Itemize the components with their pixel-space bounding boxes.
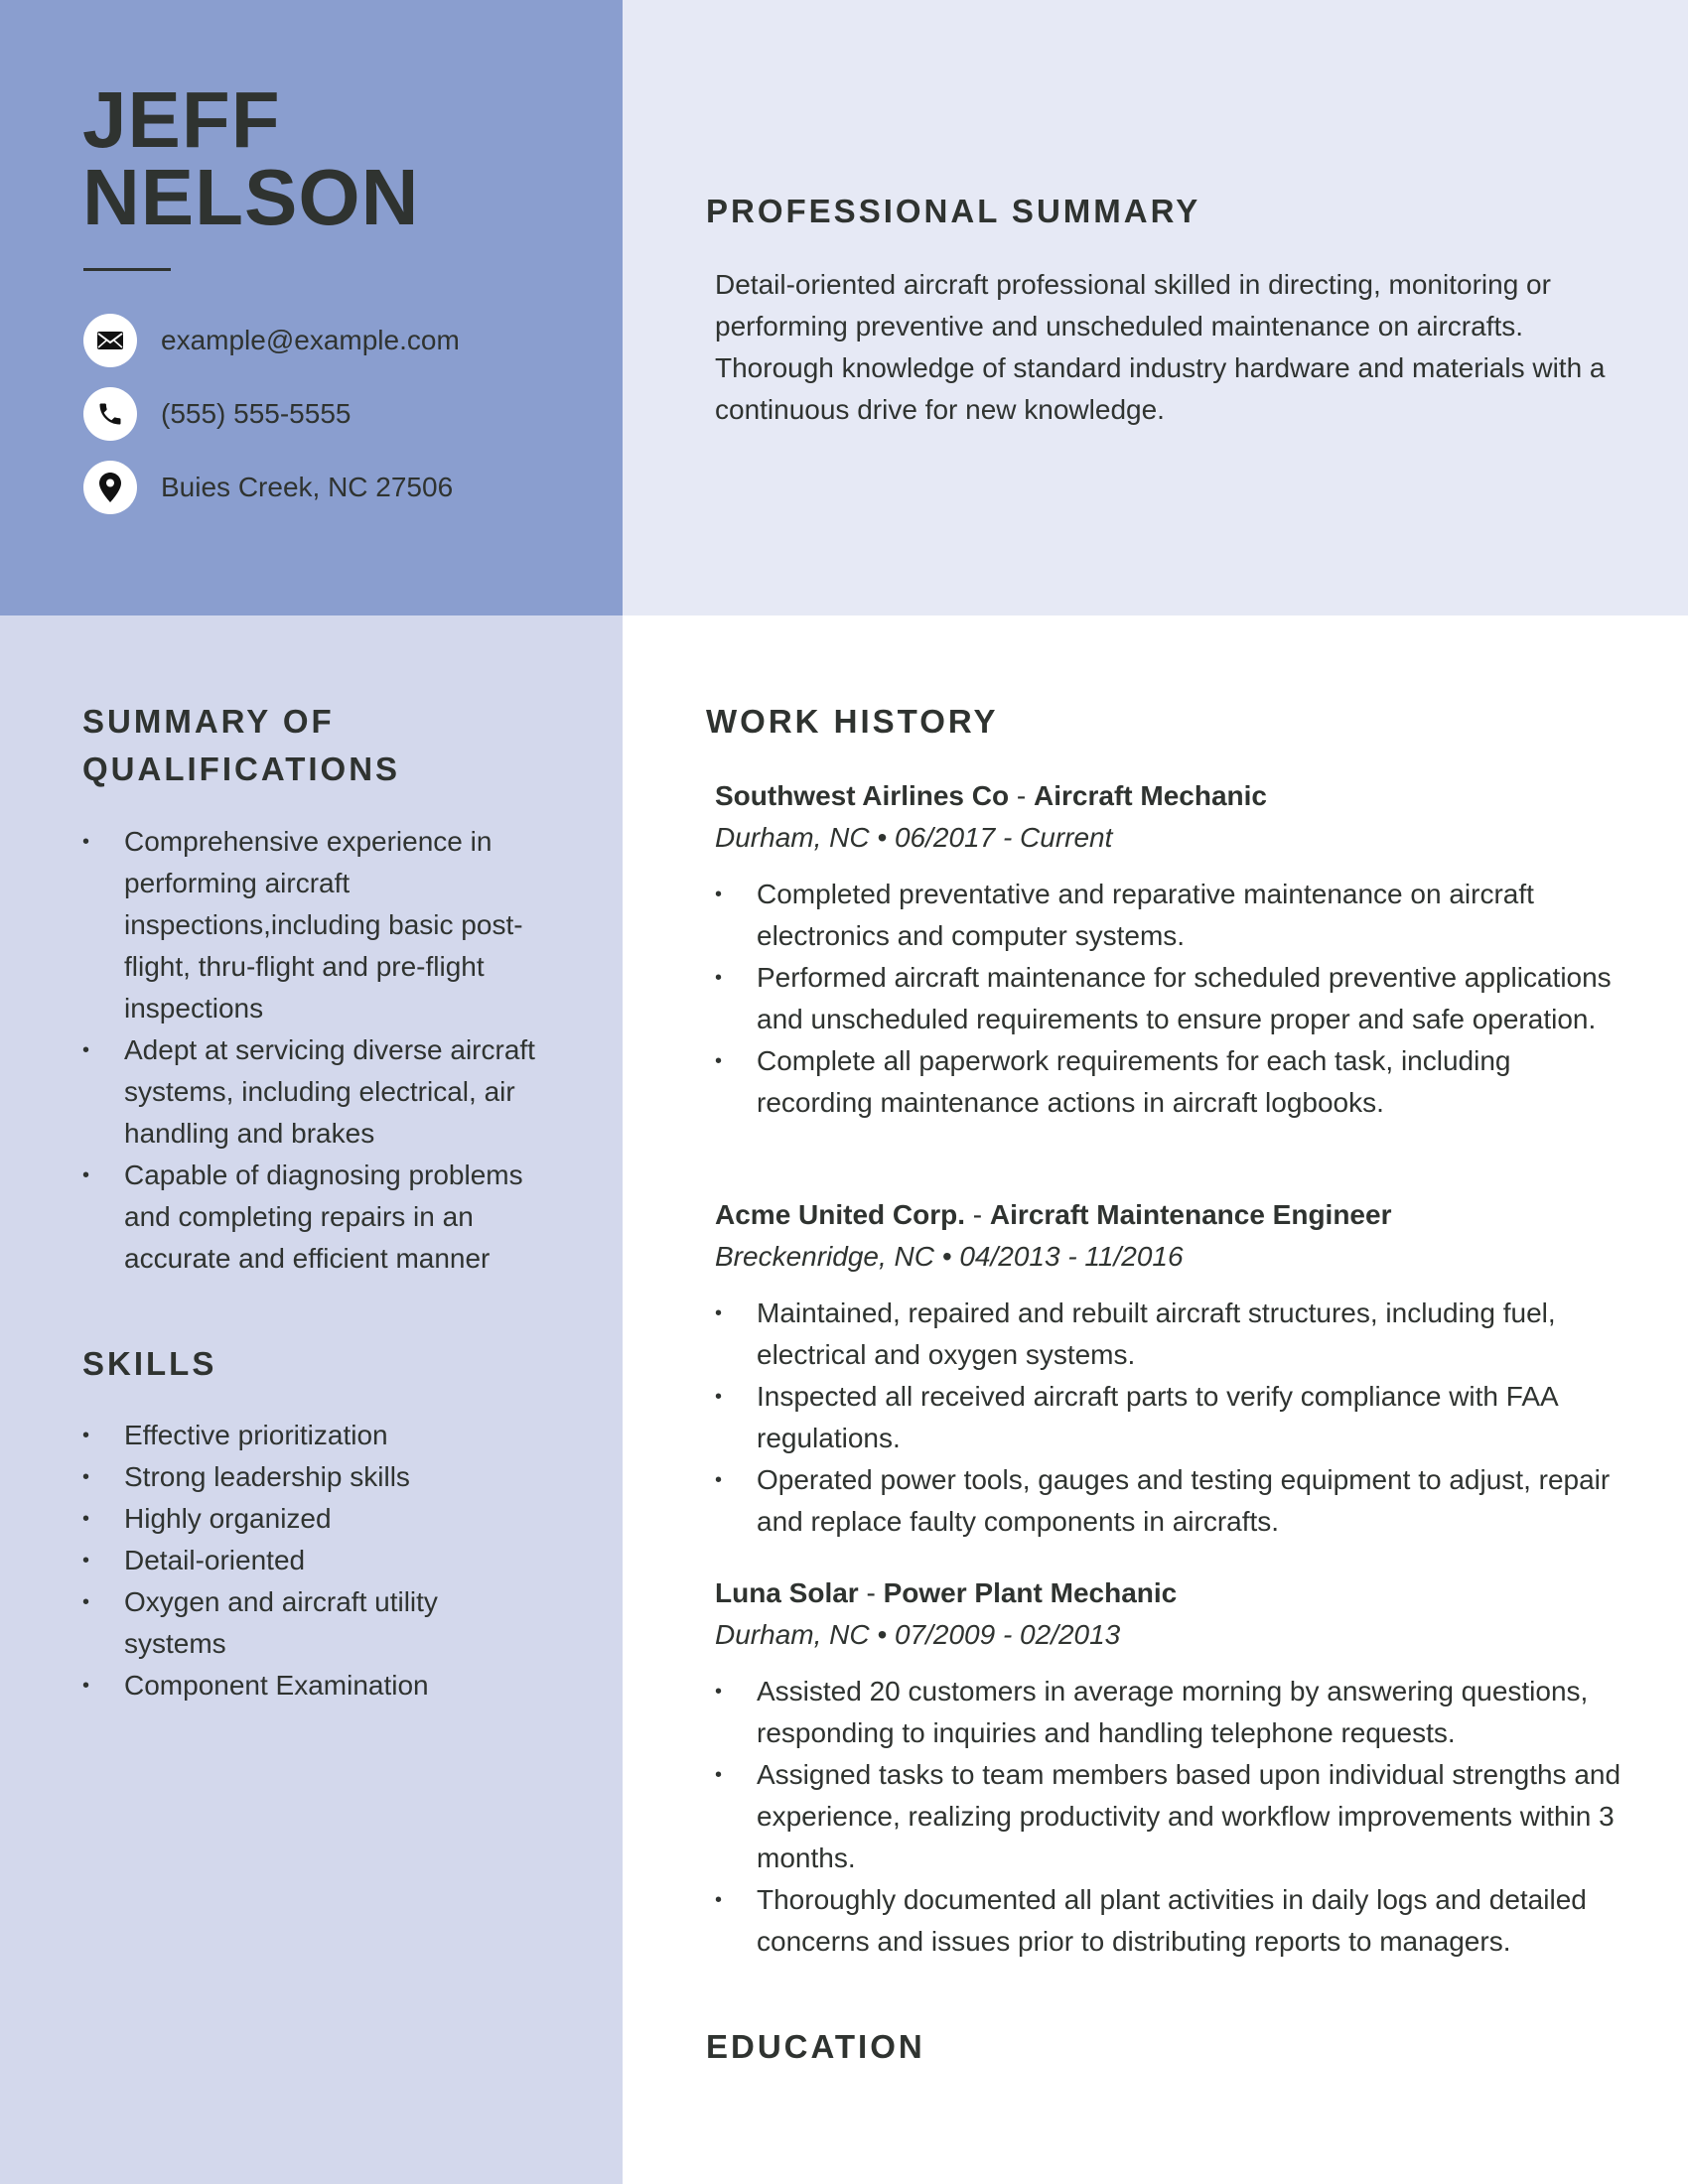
list-item: • Strong leadership skills [82, 1456, 499, 1498]
job-title-line [715, 1572, 1177, 1614]
phone-icon [83, 387, 137, 441]
contact-email[interactable] [83, 313, 460, 368]
phone-text: (555) 555-5555 [161, 398, 352, 429]
education-heading: EDUCATION [706, 2028, 925, 2065]
list-item: • Complete all paperwork requirements for each task, including recording maintenance actions in aircraft logbooks. [715, 1040, 1628, 1124]
job-bullets [715, 874, 1628, 1124]
job-title-line [715, 775, 1267, 817]
skills-list [82, 1415, 499, 1706]
job-bullets [715, 1293, 1628, 1543]
list-item: • Detail-oriented [82, 1540, 499, 1581]
email-text: example@example.com [161, 325, 460, 355]
job-role: Aircraft Maintenance Engineer [989, 1199, 1392, 1230]
job-meta: Durham, NC • 06/2017 - Current [715, 822, 1113, 853]
last-name: NELSON [82, 153, 420, 241]
list-item: • Thoroughly documented all plant activities in daily logs and detailed concerns and issues prior to distributing reports to managers. [715, 1879, 1628, 1963]
qualifications-heading [82, 698, 400, 793]
job-title-line [715, 1194, 1391, 1236]
job-company: Luna Solar [715, 1577, 859, 1608]
email-icon [83, 314, 137, 367]
skills-heading: SKILLS [82, 1345, 217, 1382]
contact-phone[interactable] [83, 386, 351, 442]
list-item: • Adept at servicing diverse aircraft systems, including electrical, air handling and brakes [82, 1029, 569, 1155]
list-item: • Operated power tools, gauges and testing equipment to adjust, repair and replace faulty components in aircrafts. [715, 1459, 1628, 1543]
list-item: • Completed preventative and reparative maintenance on aircraft electronics and computer systems. [715, 874, 1628, 957]
list-item: • Oxygen and aircraft utility systems [82, 1581, 499, 1665]
qualifications-heading-line1: SUMMARY OF [82, 703, 335, 740]
first-name: JEFF [82, 75, 281, 164]
location-text: Buies Creek, NC 27506 [161, 472, 454, 502]
list-item: • Performed aircraft maintenance for scheduled preventive applications and unscheduled requirements to ensure proper and safe operation. [715, 957, 1628, 1040]
list-item: • Comprehensive experience in performing aircraft inspections,including basic post-flight, thru-flight and pre-flight inspections [82, 821, 569, 1029]
candidate-name [82, 75, 420, 241]
contact-location[interactable] [83, 460, 453, 515]
professional-summary-text: Detail-oriented aircraft professional skilled in directing, monitoring or performing preventive and unscheduled maintenance on aircrafts. Thorough knowledge of standard industry hardware and materials with a continuous drive for new knowledge. [715, 269, 1606, 425]
list-item: • Component Examination [82, 1665, 499, 1706]
job-company: Acme United Corp. [715, 1199, 966, 1230]
job-separator: - [858, 1577, 884, 1608]
location-pin-icon [83, 461, 137, 514]
list-item: • Maintained, repaired and rebuilt aircraft structures, including fuel, electrical and oxygen systems. [715, 1293, 1628, 1376]
list-item: • Inspected all received aircraft parts to verify compliance with FAA regulations. [715, 1376, 1628, 1459]
list-item: • Effective prioritization [82, 1415, 499, 1456]
qualifications-heading-line2: QUALIFICATIONS [82, 751, 401, 787]
job-bullets [715, 1671, 1628, 1963]
job-separator: - [1009, 780, 1034, 811]
job-separator: - [965, 1199, 990, 1230]
job-meta: Breckenridge, NC • 04/2013 - 11/2016 [715, 1241, 1184, 1272]
list-item: • Highly organized [82, 1498, 499, 1540]
job-meta: Durham, NC • 07/2009 - 02/2013 [715, 1619, 1121, 1650]
list-item: • Capable of diagnosing problems and completing repairs in an accurate and efficient manner [82, 1155, 569, 1280]
work-history-heading: WORK HISTORY [706, 703, 999, 740]
list-item: • Assisted 20 customers in average morning by answering questions, responding to inquiries and handling telephone requests. [715, 1671, 1628, 1754]
job-role: Aircraft Mechanic [1034, 780, 1267, 811]
job-company: Southwest Airlines Co [715, 780, 1010, 811]
professional-summary-heading: PROFESSIONAL SUMMARY [706, 193, 1201, 229]
list-item: • Assigned tasks to team members based upon individual strengths and experience, realizing productivity and workflow improvements within 3 months. [715, 1754, 1628, 1879]
job-role: Power Plant Mechanic [883, 1577, 1178, 1608]
qualifications-list [82, 821, 569, 1280]
name-divider [83, 268, 171, 271]
